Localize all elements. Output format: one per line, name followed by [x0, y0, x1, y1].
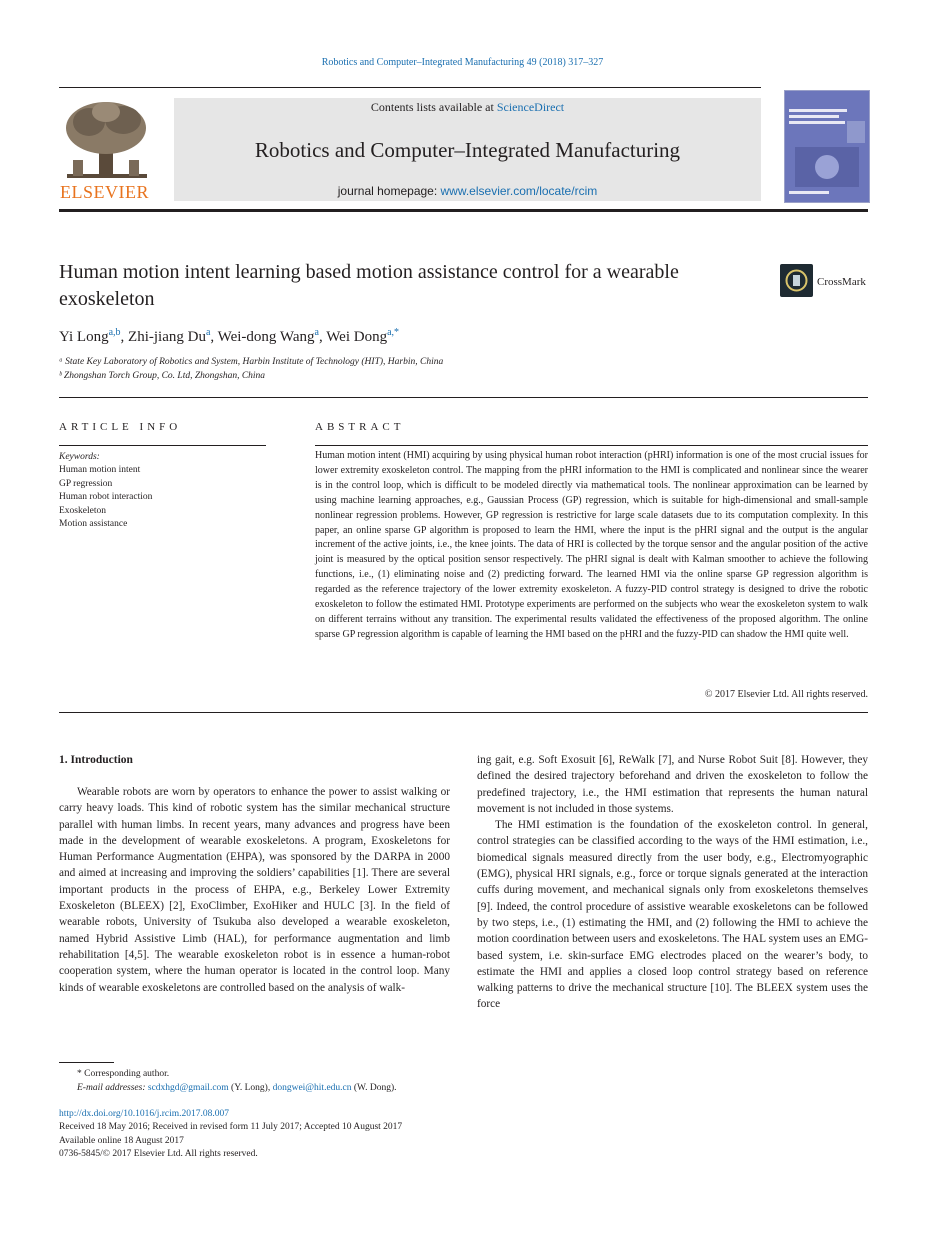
- email-label: E-mail addresses:: [77, 1082, 148, 1093]
- crossmark-label[interactable]: CrossMark: [817, 276, 866, 288]
- email-link[interactable]: scdxhgd@gmail.com: [147, 1082, 229, 1093]
- header-thick-rule: [59, 209, 868, 212]
- author-affil-marker[interactable]: a: [205, 327, 211, 338]
- abstract-heading: ABSTRACT: [315, 421, 405, 433]
- email-link[interactable]: dongwei@hit.edu.cn: [272, 1082, 352, 1093]
- elsevier-wordmark[interactable]: ELSEVIER: [60, 182, 149, 202]
- email-owner: (Y. Long),: [228, 1082, 273, 1093]
- keyword-item: Human robot interaction: [59, 492, 153, 503]
- author-name: Zhi-jiang Du: [128, 329, 206, 345]
- contents-prefix: Contents lists available at: [370, 100, 497, 114]
- keyword-item: Motion assistance: [59, 519, 128, 530]
- tree-icon: [59, 98, 155, 182]
- divider: [59, 445, 266, 446]
- paragraph: The HMI estimation is the foundation of the exoskeleton control. In general, control strategies can be classified according to the ways of the HMI estimation, i.e., biomedical signals measured directly from the user body, e.g., Electromyographic (EMG), physical HRI signals, e.g., force or torque signals generated at the interaction cuffs during movement, and mechanical signals only from exoskeletons themselves [9]. Indeed, the control procedure of assistive wearable exoskeletons can be followed by two steps, i.e., (1) estimating the HMI, and (2) following the HMI to achieve the motion coordination between users and exoskeletons. The HAL system uses an EMG-based system, i.e. skin-surface EMG electrodes placed on the wearer’s body, to estimate the HMI and applies a closed loop control strategy based on reference walking patterns to drive the mechanical structure [10]. The BLEEX system uses the force: [477, 819, 868, 1011]
- corresponding-note: * Corresponding author.: [77, 1069, 170, 1079]
- journal-cover-thumbnail[interactable]: [784, 90, 870, 203]
- abstract-copyright: © 2017 Elsevier Ltd. All rights reserved.: [704, 689, 868, 700]
- received-dates: Received 18 May 2016; Received in revised form 11 July 2017; Accepted 10 August 2017: [59, 1122, 403, 1133]
- sciencedirect-link[interactable]: ScienceDirect: [496, 100, 565, 114]
- keyword-item: Exoskeleton: [59, 505, 106, 516]
- header-rule: [59, 87, 761, 88]
- homepage-line: [174, 184, 761, 198]
- homepage-prefix: journal homepage:: [337, 184, 441, 198]
- crossmark-icon[interactable]: [780, 264, 813, 297]
- divider: [59, 712, 868, 713]
- keyword-item: Human motion intent: [59, 465, 141, 476]
- keywords-block: [59, 451, 152, 531]
- divider: [59, 397, 868, 398]
- paper-title: Human motion intent learning based motion assistance control for a wearable exoskeleton: [59, 261, 679, 310]
- author-name: Yi Long: [59, 329, 109, 345]
- author-affil-marker[interactable]: a,b: [108, 327, 121, 338]
- keywords-label: Keywords:: [59, 452, 100, 462]
- keyword-item: GP regression: [59, 478, 113, 489]
- paragraph: ing gait, e.g. Soft Exosuit [6], ReWalk [7], and Nurse Robot Suit [8]. However, they defined the desired trajectory beforehand and driven the exoskeleton to follow the predefined trajectory, i.e., the HMI estimation that represents the human natural movement is not included in those systems.: [477, 754, 868, 815]
- article-info-heading: ARTICLE INFO: [59, 421, 182, 433]
- email-owner: (W. Dong).: [351, 1082, 397, 1093]
- available-online: Available online 18 August 2017: [59, 1135, 184, 1146]
- divider: [315, 445, 868, 446]
- author-name: Wei Dong: [326, 329, 388, 345]
- issn-copyright: 0736-5845/© 2017 Elsevier Ltd. All rights reserved.: [59, 1148, 258, 1159]
- author-list: Yi Long$^{a,b}$, Zhi-jiang Du$^a$, Wei-dong Wang$^a$, Wei Dong$^{a,*}$: [59, 327, 400, 345]
- affiliation-b: ᵇ Zhongshan Torch Group, Co. Ltd, Zhongshan, China: [59, 371, 266, 381]
- author-name: Wei-dong Wang: [217, 329, 315, 345]
- contents-line: [174, 100, 761, 115]
- footnotes: [59, 1068, 397, 1095]
- author-affil-marker[interactable]: a: [314, 327, 319, 338]
- crossmark-badge-icon: [780, 264, 813, 297]
- journal-title: Robotics and Computer–Integrated Manufacturing: [254, 138, 681, 162]
- doi-link[interactable]: http://dx.doi.org/10.1016/j.rcim.2017.08.007: [59, 1109, 230, 1119]
- abstract-text: Human motion intent (HMI) acquiring by using physical human robot interaction (pHRI) information is one of the most crucial issues for lower extremity exoskeleton control. The mapping from the pHRI information to the HMI is complicated and nonlinear since the wearer is in the control loop, which is difficult to be modeled directly via mathematical tools. The nonlinear approximation can be learned by using machine learning approaches, e.g., Gaussian Process (GP) regression, which is suitable for high-dimensional and small-sample nonlinear regression problems. However, GP regression is restrictive for large scale datasets due to its computation complexity. In this paper, an online sparse GP algorithm is proposed to learn the HMI, where the input is the pHRI signal and the output is the angular increment of the active joints, i.e., the knee joints. The data of HRI is collected by the torque sensor and the angular position of the active joint is measured by the optical position sensor respectively. The pHRI signal is dealt with Kalman smoother to achieve the following functions, i.e., (1) eliminating noise and (2) predicting forward. The learned HMI via the online sparse GP regression algorithm is regarded as the reference trajectory of the lower extremity exoskeleton. A fuzzy-PID control strategy is designed to drive the robotic exoskeleton to follow the estimated HMI. Prototype experiments are performed on the subjects who wear the exoskeleton system to walk on different terrains without any transition. The experimental results validated the effectiveness of the proposed algorithm. The online sparse GP regression algorithm is capable of learning the HMI based on the pHRI and the fuzzy-PID can shadow the HMI quite well.: [315, 450, 868, 640]
- paragraph: Wearable robots are worn by operators to enhance the power to assist walking or carry heavy loads. This kind of robotic system has the similar mechanical structure parallel with human limbs. In recent years, many advances and progress have been made in the development of wearable exoskeletons. A program, Exoskeletons for Human Performance Augmentation (EHPA), was sponsored by the DARPA in 2000 and aimed at increasing and improving the soldiers’ capabilities [1]. There are several important products in the process of EHPA, e.g., Berkeley Lower Extremity Exoskeleton (BLEEX) [2], ExoClimber, ExoHiker and HULC [3]. In the field of wearable robots, University of Tsukuba also developed a wearable exoskeleton, named Hybrid Assistive Limb (HAL), for performance augmentation and limb rehabilitation [4,5]. The wearable exoskeleton robot is in essence a human-robot cooperation system, where the human operator is located in the control loop. Many kinds of wearable exoskeletons are controlled based on the analysis of walk-: [59, 786, 450, 994]
- affiliation-a: ᵃ State Key Laboratory of Robotics and System, Harbin Institute of Technology (HIT), Harbin, China: [59, 357, 444, 367]
- body-column-right: [477, 752, 868, 1013]
- email-note: [59, 1082, 397, 1096]
- cover-icon: [785, 91, 869, 202]
- footnote-rule: [59, 1062, 114, 1063]
- body-column-left: [59, 784, 450, 996]
- author-affil-marker[interactable]: a,*: [387, 327, 400, 338]
- publication-info: [59, 1108, 402, 1161]
- section-heading-introduction: 1. Introduction: [59, 754, 133, 766]
- homepage-link[interactable]: www.elsevier.com/locate/rcim: [440, 184, 598, 198]
- journal-citation[interactable]: Robotics and Computer–Integrated Manufacturing 49 (2018) 317–327: [321, 57, 604, 68]
